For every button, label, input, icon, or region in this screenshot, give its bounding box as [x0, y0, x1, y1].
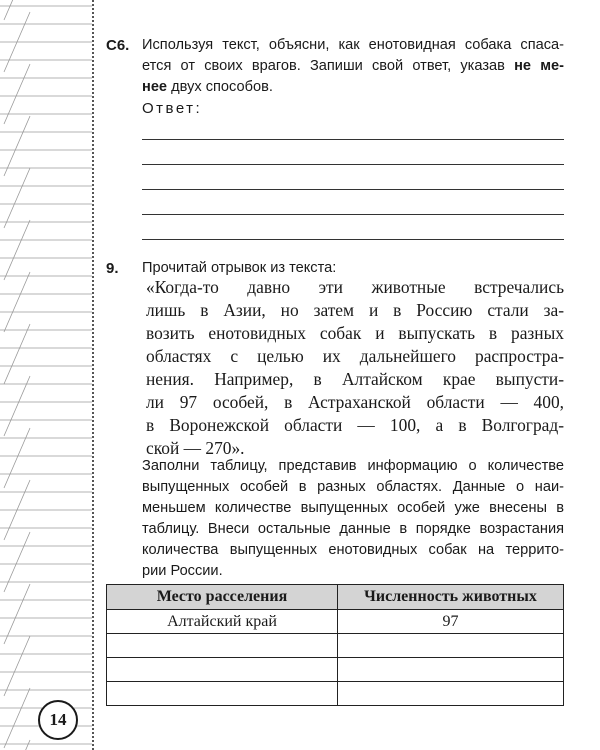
task-c6-emphasis: не ме- — [514, 58, 564, 74]
task-9-quote — [142, 276, 564, 460]
task-c6-question-text: ется от своих врагов. Запиши свой ответ, указав — [142, 58, 505, 74]
table-cell-count[interactable] — [338, 682, 564, 706]
instruction-line: выпущенных особей в разных областях. Данные о наи- — [142, 479, 564, 495]
margin-slant-line — [4, 584, 30, 644]
margin-slant-line — [4, 220, 30, 280]
instruction-line: таблицу. Внеси остальные данные в порядке возрастания — [142, 521, 564, 537]
column-header-count: Численность животных — [338, 585, 564, 610]
quote-line: возить енотовидных собак и выпускать в разных — [146, 323, 564, 343]
ruled-margin-strip — [0, 0, 92, 750]
table-cell-count[interactable] — [338, 634, 564, 658]
table-row — [107, 610, 564, 634]
margin-slant-line — [4, 272, 30, 332]
task-9-instruction — [142, 456, 564, 582]
table-cell-location: Алтайский край — [107, 610, 338, 634]
task-c6-emphasis: нее — [142, 79, 168, 95]
quote-line: «Когда-то давно эти животные встречались — [146, 277, 564, 297]
instruction-line: меньшем количестве выпущенных особей уже внесены в — [142, 500, 564, 516]
table-cell-count: 97 — [338, 610, 564, 634]
margin-slant-line — [4, 324, 30, 384]
answer-label: Ответ: — [142, 100, 203, 117]
task-c6-question-line: Используя текст, объясни, как енотовидная собака спаса- — [142, 37, 564, 53]
margin-slant-line — [4, 168, 30, 228]
answer-line-3[interactable] — [142, 189, 564, 190]
table-cell-location[interactable] — [107, 658, 338, 682]
margin-slant-line — [4, 688, 30, 748]
task-c6-question — [142, 35, 564, 98]
table-row — [107, 634, 564, 658]
margin-slant-line — [4, 376, 30, 436]
task-c6-number: С6. — [106, 37, 130, 54]
task-c6-question-line — [142, 77, 564, 98]
quote-line: нения. Например, в Алтайском крае выпусти- — [146, 369, 564, 389]
quote-line: областях с целью их дальнейшего распростра- — [146, 346, 564, 366]
margin-slant-line — [4, 740, 30, 750]
instruction-line: количества выпущенных енотовидных собак на террито- — [142, 542, 564, 558]
table-row — [107, 658, 564, 682]
column-header-location: Место расселения — [107, 585, 338, 610]
quote-line: ли 97 особей, в Астраханской области — 400, — [146, 392, 564, 412]
margin-slant-line — [4, 116, 30, 176]
margin-slant-line — [4, 0, 30, 20]
ruled-margin-lines — [0, 0, 92, 750]
quote-line: в Воронежской области — 100, а в Волгоград- — [146, 415, 564, 435]
table-cell-count[interactable] — [338, 658, 564, 682]
quote-line: ской — 270». — [146, 438, 245, 458]
table-row — [107, 682, 564, 706]
answer-line-2[interactable] — [142, 164, 564, 165]
answer-line-1[interactable] — [142, 139, 564, 140]
answer-line-5[interactable] — [142, 239, 564, 240]
task-9-prompt: Прочитай отрывок из текста: — [142, 260, 337, 276]
instruction-line: рии России. — [142, 563, 223, 579]
instruction-line: Заполни таблицу, представив информацию о количестве — [142, 458, 564, 474]
table-header-row — [107, 585, 564, 610]
answer-line-4[interactable] — [142, 214, 564, 215]
page-number-text: 14 — [49, 710, 67, 729]
margin-slant-line — [4, 532, 30, 592]
task-9-number: 9. — [106, 260, 119, 277]
margin-slant-line — [4, 428, 30, 488]
table-cell-location[interactable] — [107, 682, 338, 706]
task-c6-question-tail: двух способов. — [171, 79, 273, 95]
margin-slant-line — [4, 64, 30, 124]
margin-slant-line — [4, 636, 30, 696]
task-c6-question-line — [142, 56, 564, 77]
table-cell-location[interactable] — [107, 634, 338, 658]
release-table — [106, 584, 564, 706]
margin-dotted-rule — [92, 0, 94, 750]
page-number — [38, 700, 78, 740]
quote-line: лишь в Азии, но затем и в Россию стали за- — [146, 300, 564, 320]
